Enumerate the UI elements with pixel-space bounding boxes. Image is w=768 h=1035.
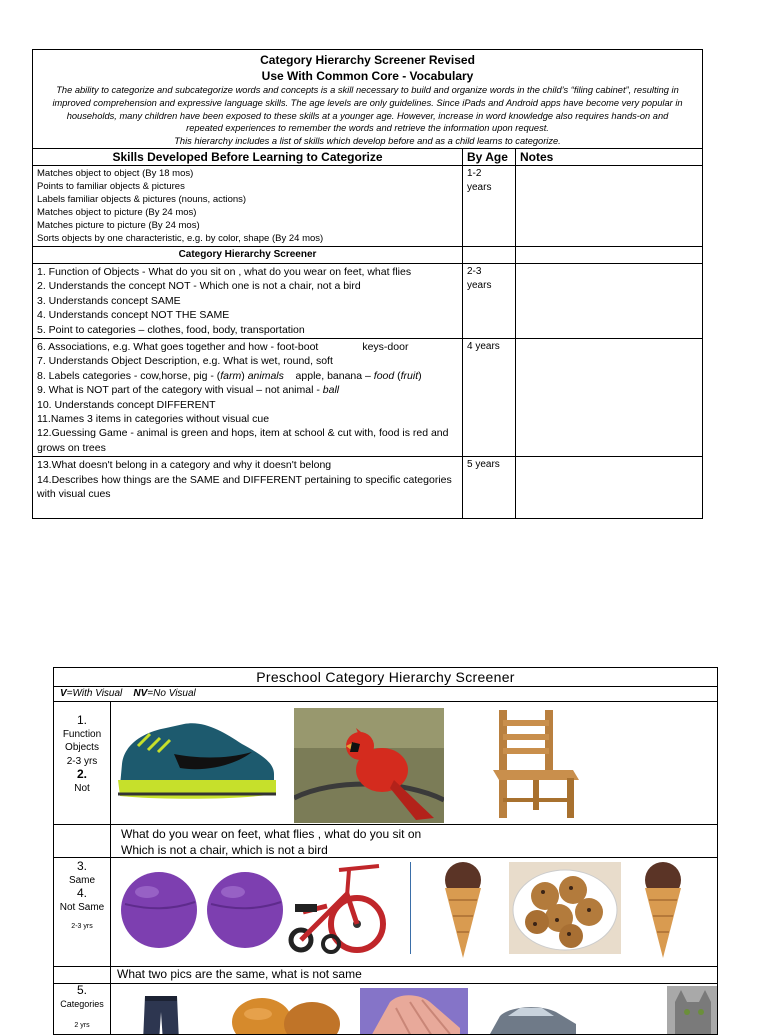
- divider: [410, 862, 411, 954]
- pre-age: 1-2 years: [463, 165, 516, 246]
- cookies-icon: [509, 862, 621, 954]
- pre-skills-list: [33, 165, 463, 246]
- list-item: Matches picture to picture (By 24 mos): [37, 219, 200, 231]
- row-categories: [54, 984, 717, 1034]
- skills-5: [33, 457, 463, 519]
- list-item: 14.Describes how things are the SAME and DIFFERENT pertaining to specific categories with visual cues: [37, 473, 452, 501]
- list-item: 1. Function of Objects - What do you sit on , what do you wear on feet, what flies: [37, 265, 412, 278]
- ice-cream-icon: [641, 860, 685, 960]
- ice-cream-icon: [441, 860, 485, 960]
- age-4: 4 years: [463, 339, 516, 457]
- car-icon: [480, 994, 580, 1034]
- list-item: 10. Understands concept DIFFERENT: [37, 398, 216, 411]
- row-same: [54, 858, 717, 967]
- table-title: Category Hierarchy Screener Revised: [260, 53, 475, 67]
- age-header: By Age: [463, 148, 516, 165]
- intro-cell: [33, 50, 703, 149]
- prompt-row-1: [54, 825, 717, 858]
- row-label: 1. Function Objects 2-3 yrs 2. Not: [54, 702, 111, 824]
- list-item: 8. Labels categories - cow,horse, pig - (farm) animals apple, banana – food (fruit): [37, 369, 422, 382]
- skills-header: Skills Developed Before Learning to Categorize: [33, 148, 463, 165]
- preschool-screener: [53, 667, 718, 1035]
- cat-icon: [667, 986, 717, 1034]
- tricycle-icon: [287, 860, 389, 956]
- age-2-3: 2-3 years: [463, 263, 516, 338]
- hand-icon: [360, 988, 468, 1034]
- list-item: 6. Associations, e.g. What goes together and how - foot-boot keys-door: [37, 341, 409, 354]
- ball-icon: [205, 870, 285, 950]
- list-item: 11.Names 3 items in categories without visual cue: [37, 413, 270, 426]
- list-item: 7. Understands Object Description, e.g. What is wet, round, soft: [37, 355, 333, 368]
- pictures-row-1: [111, 702, 717, 824]
- notes-cell: [516, 339, 703, 457]
- row-function: [54, 702, 717, 825]
- list-item: 13.What doesn't belong in a category and why it doesn't belong: [37, 459, 332, 472]
- description: The ability to categorize and subcategorize words and concepts is a skill necessary to build and organize words in the child’s “filing cabinet”, resulting in improved comprehension and expressive language skills. The age levels are only guidelines. Since iPads and Android apps have become very popular in households, many children have been exposed to these skills at a younger age. However, increase in word knowledge also requires hands-on and repeated experiences to remember the words and retrieve the information upon request. This hierarchy includes a list of skills which develop before and as a child learns to categorize.: [52, 85, 683, 147]
- prompt-text: What two pics are the same, what is not same: [117, 967, 362, 981]
- subheader: Category Hierarchy Screener: [33, 246, 463, 263]
- notes-header: Notes: [516, 148, 703, 165]
- list-item: Sorts objects by one characteristic, e.g. by color, shape (By 24 mos): [37, 232, 324, 244]
- skills-2-3: [33, 263, 463, 338]
- list-item: 12.Guessing Game - animal is green and hops, item at school & cut with, food is red and grows on trees: [37, 427, 449, 454]
- list-item: 4. Understands concept NOT THE SAME: [37, 309, 230, 322]
- shoe-icon: [114, 710, 280, 802]
- list-item: Labels familiar objects & pictures (nouns, actions): [37, 193, 247, 205]
- pictures-row-5: [111, 984, 717, 1034]
- category-hierarchy-table: [32, 49, 703, 519]
- chair-icon: [479, 708, 589, 820]
- list-item: Matches object to picture (By 24 mos): [37, 206, 197, 218]
- bread-icon: [228, 988, 348, 1034]
- age-5: 5 years: [463, 457, 516, 519]
- row-label: 3. Same 4. Not Same 2-3 yrs: [54, 858, 111, 966]
- list-item: 5. Point to categories – clothes, food, body, transportation: [37, 323, 305, 336]
- skills-4: [33, 339, 463, 457]
- prompt-text: What do you wear on feet, what flies , what do you sit on Which is not a chair, which is not a bird: [121, 827, 422, 857]
- notes-cell: [516, 263, 703, 338]
- list-item: 9. What is NOT part of the category with visual – not animal - ball: [37, 384, 340, 397]
- ball-icon: [119, 870, 199, 950]
- pictures-row-3: [111, 858, 717, 966]
- list-item: Matches object to object (By 18 mos): [37, 167, 194, 179]
- row-label: 5. Categories 2 yrs: [54, 984, 111, 1034]
- prompt-row-2: [54, 967, 717, 984]
- cardinal-bird-icon: [294, 708, 444, 823]
- legend: V=With Visual NV=No Visual: [54, 687, 717, 702]
- notes-cell: [516, 165, 703, 246]
- notes-cell: [516, 457, 703, 519]
- preschool-title: Preschool Category Hierarchy Screener: [54, 668, 717, 687]
- table-subtitle: Use With Common Core - Vocabulary: [261, 69, 474, 83]
- list-item: Points to familiar objects & pictures: [37, 180, 185, 192]
- jeans-icon: [141, 992, 181, 1034]
- list-item: 3. Understands concept SAME: [37, 294, 181, 307]
- list-item: 2. Understands the concept NOT - Which one is not a chair, not a bird: [37, 280, 361, 293]
